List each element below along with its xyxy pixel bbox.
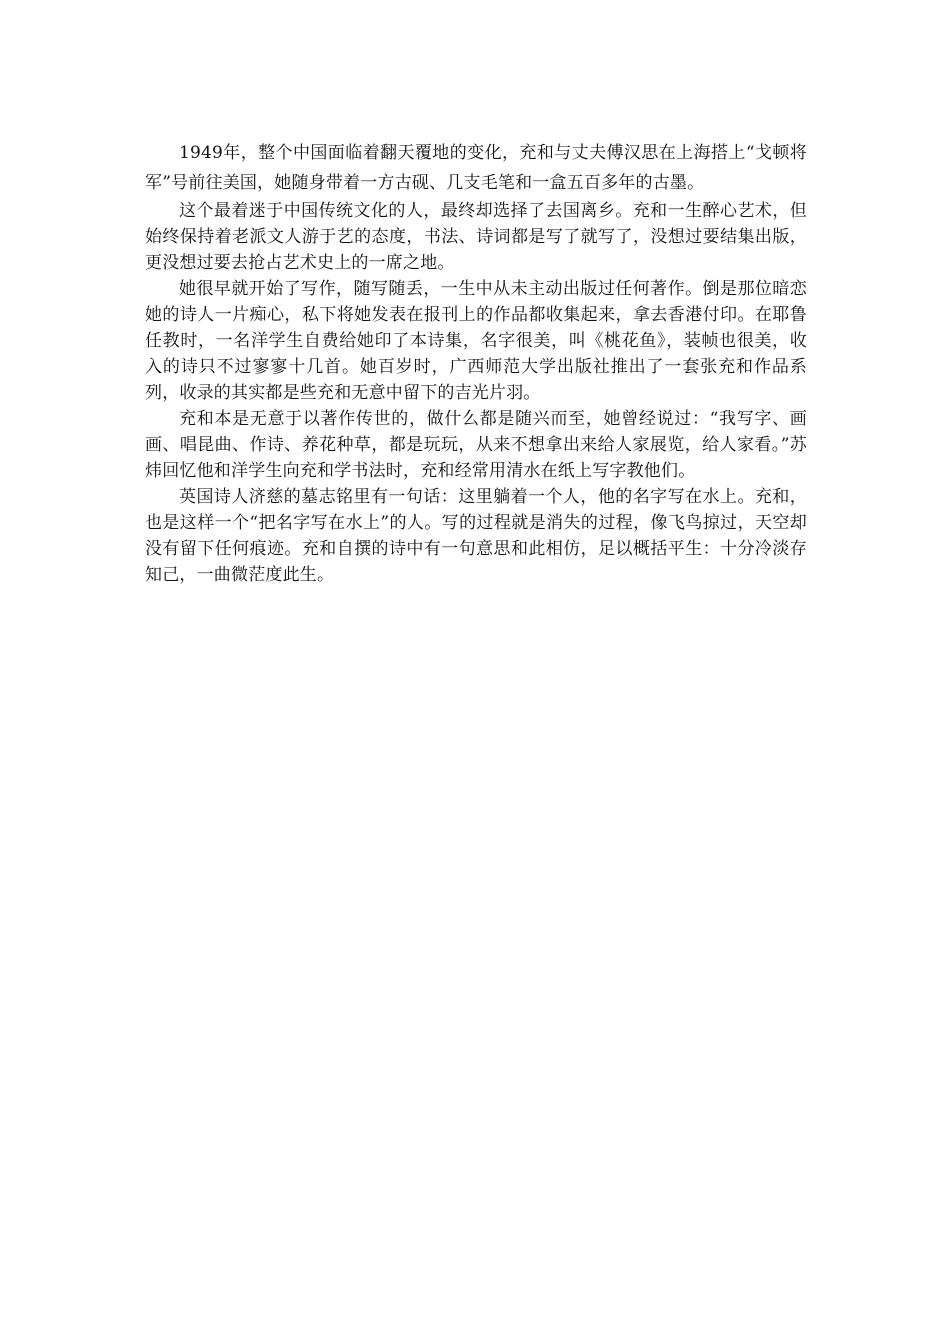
paragraph-4: 充和本是无意于以著作传世的，做什么都是随兴而至，她曾经说过：“我写字、画画、唱昆曲、作诗、养花种草，都是玩玩，从来不想拿出来给人家展览，给人家看。”苏炜回忆他和洋学生向充和学书法时，充和经常用清水在纸上写字教他们。 [145,409,807,481]
paragraph-2: 这个最着迷于中国传统文化的人，最终却选择了去国离乡。充和一生醉心艺术，但始终保持着老派文人游于艺的态度，书法、诗词都是写了就写了，没想过要结集出版，更没想过要去抢占艺术史上的一席之地。 [145,201,807,273]
paragraph-5: 英国诗人济慈的墓志铭里有一句话：这里躺着一个人，他的名字写在水上。充和，也是这样一个“把名字写在水上”的人。写的过程就是消失的过程，像飞鸟掠过，天空却没有留下任何痕迹。充和自撰的诗中有一句意思和此相仿，足以概括平生：十分冷淡存知己，一曲微茫度此生。 [145,487,807,585]
paragraph-3: 她很早就开始了写作，随写随丢，一生中从未主动出版过任何著作。倒是那位暗恋她的诗人一片痴心，私下将她发表在报刊上的作品都收集起来，拿去香港付印。在耶鲁任教时，一名洋学生自费给她印了本诗集，名字很美，叫《桃花鱼》，装帧也很美，收入的诗只不过寥寥十几首。她百岁时，广西师范大学出版社推出了一套张充和作品系列，收录的其实都是些充和无意中留下的吉光片羽。 [145,279,807,403]
article-body [145,138,807,588]
paragraph-1: 1949年，整个中国面临着翻天覆地的变化，充和与丈夫傅汉思在上海搭上“戈顿将军”号前往美国，她随身带着一方古砚、几支毛笔和一盒五百多年的古墨。 [145,143,807,193]
